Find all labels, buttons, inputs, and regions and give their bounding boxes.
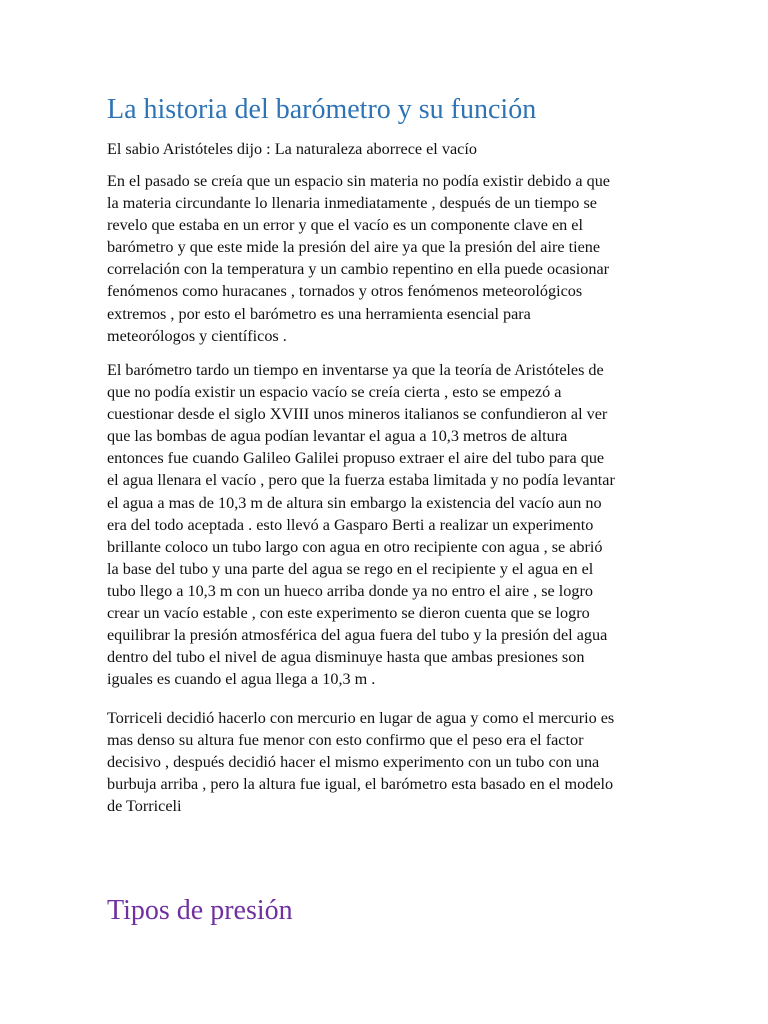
- paragraph-line: de Torriceli: [107, 797, 182, 816]
- paragraph-1: [107, 170, 667, 347]
- paragraph-line: meteorólogos y científicos .: [107, 326, 287, 345]
- paragraph-line: crear un vacío estable , con este experimento se dieron cuenta que se logro: [107, 604, 590, 623]
- paragraph-line: la materia circundante lo llenaria inmediatamente , después de un tiempo se: [107, 194, 597, 213]
- paragraph-line: correlación con la temperatura y un cambio repentino en ella puede ocasionar: [107, 260, 610, 279]
- paragraph-line: mas denso su altura fue menor con esto confirmo que el peso era el factor: [107, 731, 584, 750]
- paragraph-line: brillante coloco un tubo largo con agua en otro recipiente con agua , se abrió: [107, 537, 603, 556]
- paragraph-line: extremos , por esto el barómetro es una herramienta esencial para: [107, 304, 531, 323]
- paragraph-3: [107, 707, 667, 817]
- paragraph-line: tubo llego a 10,3 m con un hueco arriba donde ya no entro el aire , se logro: [107, 581, 593, 600]
- subtitle-quote: El sabio Aristóteles dijo : La naturaleza aborrece el vacío: [107, 140, 477, 158]
- paragraph-line: era del todo aceptada . esto llevó a Gasparo Berti a realizar un experimento: [107, 515, 594, 534]
- paragraph-line: el agua a mas de 10,3 m de altura sin embargo la existencia del vacío aun no: [107, 493, 602, 512]
- paragraph-line: fenómenos como huracanes , tornados y otros fenómenos meteorológicos: [107, 282, 583, 301]
- section-title: Tipos de presión: [107, 895, 293, 926]
- paragraph-line: equilibrar la presión atmosférica del agua fuera del tubo y la presión del agua: [107, 626, 608, 645]
- paragraph-line: la base del tubo y una parte del agua se rego en el recipiente y el agua en el: [107, 559, 594, 578]
- paragraph-line: iguales es cuando el agua llega a 10,3 m .: [107, 670, 376, 689]
- paragraph-line: dentro del tubo el nivel de agua disminuye hasta que ambas presiones son: [107, 648, 585, 667]
- paragraph-2: [107, 359, 667, 690]
- paragraph-line: que no podía existir un espacio vacío se creía cierta , esto se empezó a: [107, 383, 562, 402]
- paragraph-line: revelo que estaba en un error y que el vacío es un componente clave en el: [107, 216, 583, 235]
- paragraph-line: Torriceli decidió hacerlo con mercurio en lugar de agua y como el mercurio es: [107, 709, 615, 727]
- paragraph-line: entonces fue cuando Galileo Galilei propuso extraer el aire del tubo para que: [107, 449, 605, 468]
- paragraph-line: el agua llenara el vacío , pero que la fuerza estaba limitada y no podía levantar: [107, 471, 615, 490]
- paragraph-line: barómetro y que este mide la presión del aire ya que la presión del aire tiene: [107, 238, 601, 257]
- paragraph-line: que las bombas de agua podían levantar el agua a 10,3 metros de altura: [107, 427, 568, 446]
- document-title: La historia del barómetro y su función: [107, 94, 537, 125]
- paragraph-line: cuestionar desde el siglo XVIII unos mineros italianos se confundieron al ver: [107, 405, 608, 424]
- paragraph-line: El barómetro tardo un tiempo en inventarse ya que la teoría de Aristóteles de: [107, 361, 604, 379]
- paragraph-line: En el pasado se creía que un espacio sin materia no podía existir debido a que: [107, 172, 610, 190]
- paragraph-line: burbuja arriba , pero la altura fue igual, el barómetro esta basado en el modelo: [107, 775, 614, 794]
- paragraph-line: decisivo , después decidió hacer el mismo experimento con un tubo con una: [107, 753, 600, 772]
